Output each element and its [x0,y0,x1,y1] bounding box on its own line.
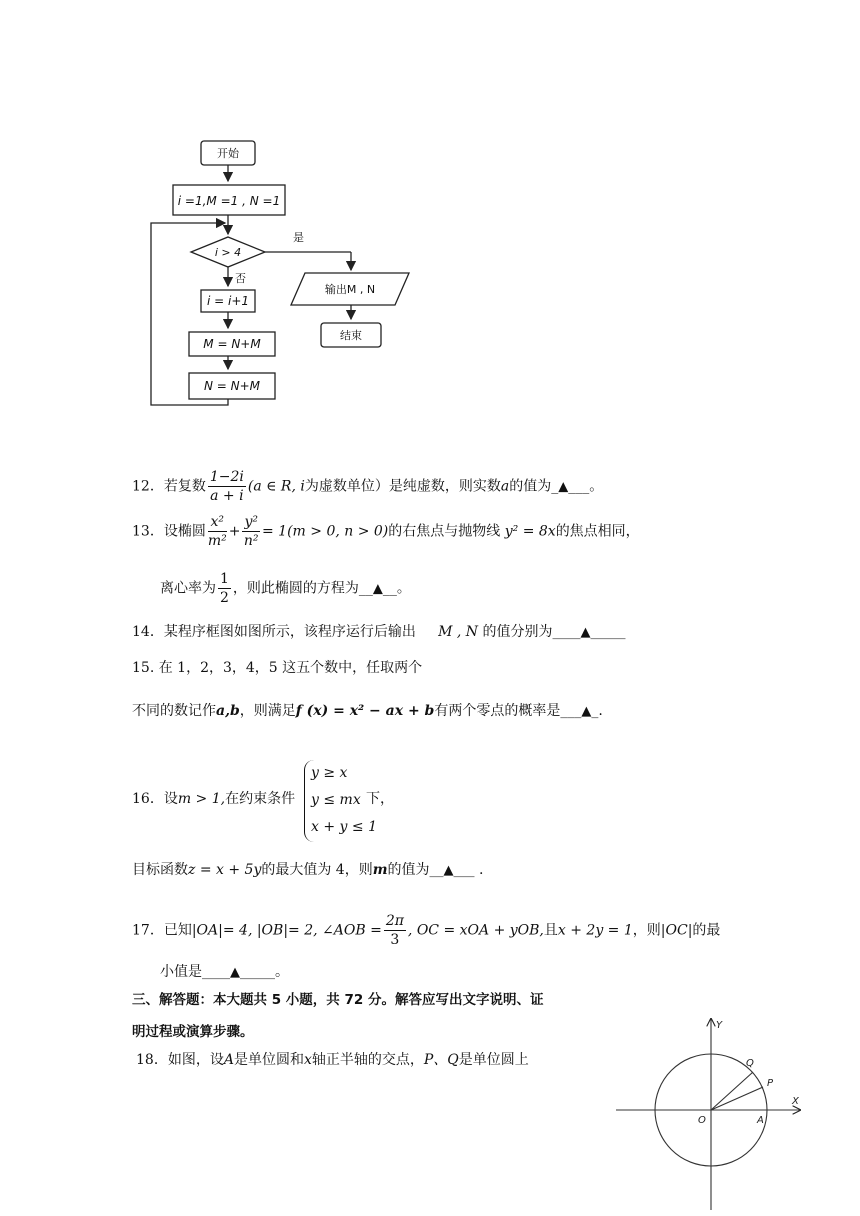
svg-text:P: P [767,1078,774,1089]
answer-blank-marker: ▲ [580,625,591,640]
question-16-tail: 下， [366,791,394,807]
question-17-line2: 小值是____▲_____。 [160,964,289,980]
fc-step1: i = i+1 [206,294,250,308]
question-14: 14．某程序框图如图所示，该程序运行后输出 M , N 的值分别为____▲_____ [132,624,626,640]
q12-text: 12．若复数 [132,478,206,495]
fc-step2: M = N+M [203,337,261,351]
answer-blank-marker: ▲ [372,581,383,597]
q13-fraction-3: $\frac{1}{2}$ [220,571,229,606]
fc-start: 开始 [217,147,239,160]
q13-fraction-2: $\frac{\text{y²}}{\text{n²}}$ [243,514,259,549]
fc-yes: 是 [293,231,304,244]
answer-blank-marker: ▲ [230,965,240,980]
svg-text:O: O [698,1115,706,1126]
svg-text:A: A [757,1115,764,1126]
svg-text:Y: Y [716,1020,723,1031]
fc-end: 结束 [340,329,362,342]
question-18: 18．如图，设A是单位圆和x轴正半轴的交点，P、Q是单位圆上 [136,1052,529,1068]
fc-cond: i > 4 [214,246,242,259]
flowchart [145,135,415,410]
svg-text:Q: Q [746,1058,754,1069]
q13-fraction-1: $\frac{\text{x²}}{\text{m²}}$ [207,514,227,549]
ray-OP [711,1087,763,1110]
fc-step3: N = N+M [203,379,261,393]
svg-text:X: X [792,1096,799,1107]
q17-fraction: $\frac{2\pi}{3}$ [385,913,404,948]
question-16-line2: 目标函数z = x + 5y的最大值为 4，则m的值为__▲___ . [132,862,484,878]
question-13: 13．设椭圆 $\frac{\text{x²}}{\text{m²}}$ + $\frac{\text{y²}}{\text{n²}}$ = 1(m > 0, n > 0)的右焦点与抛物线 y² = 8x的焦点相同， [132,514,640,549]
answer-blank-marker: ▲ [558,479,569,495]
question-12: 12．若复数 $\frac{1-2i}{a + i}$ (a ∈ R, i为虚数单位）是纯虚数，则实数a的值为_▲___。 [132,469,604,504]
question-15-line2: 不同的数记作a,b，则满足f (x) = x² − ax + b有两个零点的概率是___▲_. [132,703,603,719]
question-13-line2: 离心率为 $\frac{1}{2}$ ，则此椭圆的方程为__▲__。 [160,571,411,606]
constraint-system: y ≥ x y ≤ mx x + y ≤ 1 [304,760,377,842]
question-16: 16．设m > 1,在约束条件 [132,791,296,807]
fc-init: i =1,M =1 , N =1 [177,194,281,208]
q12-fraction: $\frac{1-2i}{a + i}$ [209,469,244,504]
ray-OQ [711,1072,753,1110]
answer-blank-marker: ▲ [443,863,454,878]
answer-blank-marker: ▲ [581,704,592,719]
question-17: 17．已知|OA|= 4, |OB|= 2, ∠AOB = $\frac{2\pi}{3}$ , OC = xOA + yOB,且x + 2y = 1，则|OC|的最 [132,913,721,948]
question-15-line1: 15. 在 1，2，3，4，5 这五个数中，任取两个 [132,660,423,676]
section-3-heading: 三、解答题：本大题共 5 小题，共 72 分。解答应写出文字说明、证 [132,992,544,1008]
fc-no: 否 [235,272,246,285]
fc-output: 输出M , N [324,283,376,296]
unit-circle-figure [612,1014,812,1212]
section-3-heading-line2: 明过程或演算步骤。 [132,1024,254,1040]
